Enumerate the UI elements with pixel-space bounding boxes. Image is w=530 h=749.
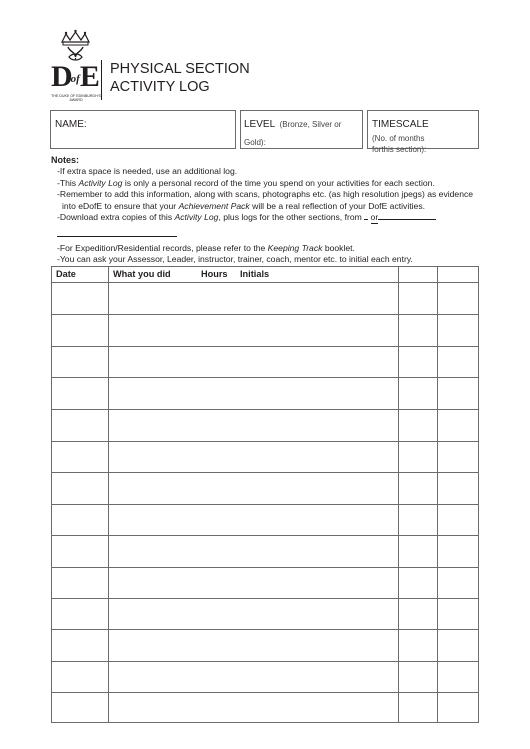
notes-heading: Notes: [51,155,80,165]
table-row[interactable] [52,314,478,315]
dofe-logo-mark: DofE [51,60,98,93]
logo-divider [101,60,102,100]
download-link-blank-2[interactable] [57,224,177,236]
timescale-field[interactable] [367,110,479,154]
title-line-1: PHYSICAL SECTION [110,61,250,77]
page-title [110,60,250,96]
table-row[interactable] [52,661,478,662]
note-3: -Remember to add this information, along with scans, photographs etc. (as high resolution jpegs) as evidence [57,189,474,200]
table-row[interactable] [52,567,478,568]
column-divider [398,267,399,722]
note-1: -If extra space is needed, use an additional log. [57,166,238,177]
activity-log-table [51,266,479,723]
notes-section [51,155,491,266]
note-5-continuation [51,224,491,236]
table-row[interactable] [52,409,478,410]
title-line-2: ACTIVITY LOG [110,79,210,95]
note-4: into eDofE to ensure that your Achievement Pack will be a real reflection of your DofE activities. [62,200,426,211]
table-row[interactable] [52,629,478,630]
column-header-what-you-did: What you did [113,269,171,279]
timescale-hint-2: forthis section): [372,145,427,154]
level-label: LEVEL [244,119,276,130]
note-2: -This Activity Log is only a personal record of the time you spend on your activities for each section. [57,177,435,188]
note-5: -Download extra copies of this Activity Log, plus logs for the other sections, from or [51,212,491,224]
timescale-hint-1: (No. of months [372,134,425,143]
table-row[interactable] [52,377,478,378]
table-row[interactable] [52,346,478,347]
column-divider [437,267,438,722]
table-row[interactable] [52,472,478,473]
download-link-blank[interactable] [378,219,436,220]
table-row[interactable] [52,441,478,442]
name-label: NAME: [55,119,87,130]
download-link-or[interactable]: or [371,212,379,224]
note-6: -For Expedition/Residential records, please refer to the Keeping Track booklet. [57,242,355,253]
column-header-date: Date [56,269,76,279]
level-hint: (Bronze, Silver or Gold): [244,120,342,147]
logo-subtitle: THE DUKE OF EDINBURGH'S AWARD [51,94,101,103]
note-7: -You can ask your Assessor, Leader, instructor, trainer, coach, mentor etc. to initial each entry. [57,254,413,265]
column-header-initials: Initials [240,269,270,279]
timescale-label: TIMESCALE [372,119,429,130]
table-row[interactable] [52,535,478,536]
table-row[interactable] [52,598,478,599]
header-row-divider [52,282,478,283]
column-header-hours: Hours [201,269,228,279]
table-row[interactable] [52,504,478,505]
column-divider [108,267,109,722]
name-field[interactable] [50,110,236,149]
level-field[interactable] [240,110,363,149]
table-row[interactable] [52,692,478,693]
